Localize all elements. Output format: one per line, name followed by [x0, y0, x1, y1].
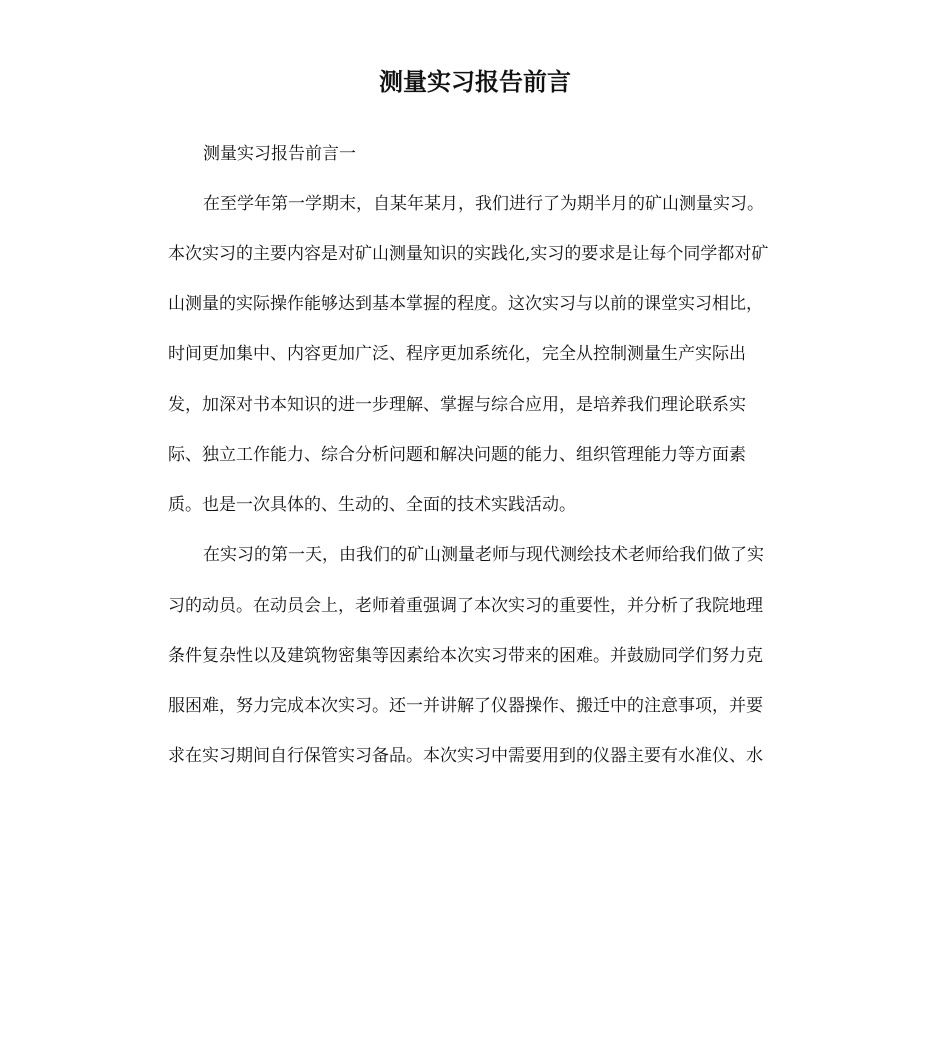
section-heading: 测量实习报告前言一 [203, 144, 356, 164]
document-title: 测量实习报告前言 [379, 68, 571, 96]
paragraph-1-line-5: 发，加深对书本知识的进一步理解、掌握与综合应用，是培养我们理论联系实 [168, 395, 746, 415]
paragraph-2-line-3: 条件复杂性以及建筑物密集等因素给本次实习带来的困难。并鼓励同学们努力克 [168, 646, 763, 666]
paragraph-1-line-2: 本次实习的主要内容是对矿山测量知识的实践化,实习的要求是让每个同学都对矿 [168, 244, 769, 264]
paragraph-1-line-1: 在至学年第一学期末，自某年某月，我们进行了为期半月的矿山测量实习。 [203, 194, 764, 214]
paragraph-2-line-4: 服困难，努力完成本次实习。还一并讲解了仪器操作、搬迁中的注意事项，并要 [168, 696, 763, 716]
paragraph-2-line-2: 习的动员。在动员会上，老师着重强调了本次实习的重要性，并分析了我院地理 [168, 596, 763, 616]
paragraph-1-line-4: 时间更加集中、内容更加广泛、程序更加系统化，完全从控制测量生产实际出 [168, 344, 746, 364]
paragraph-2-line-1: 在实习的第一天，由我们的矿山测量老师与现代测绘技术老师给我们做了实 [203, 545, 764, 565]
paragraph-1-line-3: 山测量的实际操作能够达到基本掌握的程度。这次实习与以前的课堂实习相比， [168, 294, 763, 314]
paragraph-2-line-5: 求在实习期间自行保管实习备品。本次实习中需要用到的仪器主要有水准仪、水 [168, 746, 763, 766]
paragraph-1-line-7: 质。也是一次具体的、生动的、全面的技术实践活动。 [168, 495, 576, 515]
paragraph-1-line-6: 际、独立工作能力、综合分析问题和解决问题的能力、组织管理能力等方面素 [168, 445, 746, 465]
